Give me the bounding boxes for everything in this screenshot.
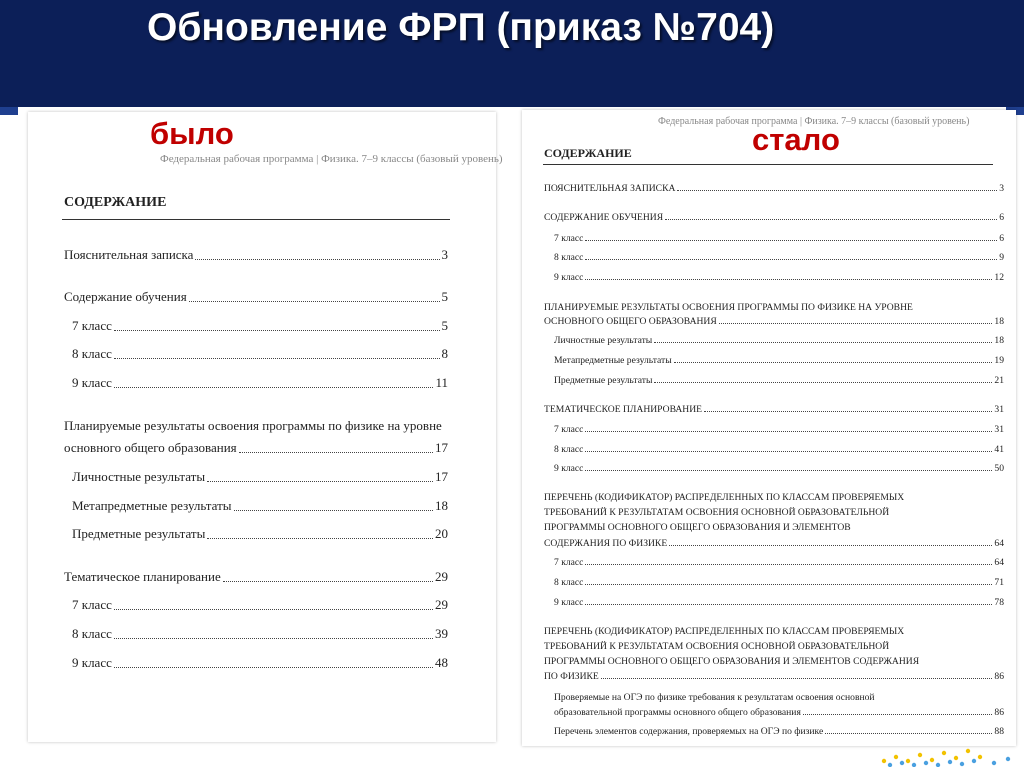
toc-entry: СОДЕРЖАНИЕ ОБУЧЕНИЯ 6 [544,212,1004,223]
toc-entry: 9 класс 11 [72,375,448,390]
toc-entry: Предметные результаты 20 [72,526,448,541]
toc-entry-line: ПРОГРАММЫ ОСНОВНОГО ОБЩЕГО ОБРАЗОВАНИЯ И ЭЛЕМЕНТОВ [544,522,851,533]
old-contents-title: СОДЕРЖАНИЕ [64,195,167,210]
new-contents-title: СОДЕРЖАНИЕ [544,146,632,160]
toc-entry: образовательной программы основного общего образования 86 [554,707,1004,718]
toc-entry: 7 класс 5 [72,318,448,333]
toc-entry: Пояснительная записка 3 [64,247,448,262]
toc-entry: 9 класс 50 [554,463,1004,474]
toc-entry: Личностные результаты 18 [554,335,1004,346]
old-title-rule [62,219,450,220]
toc-entry-line: Планируемые результаты освоения программы по физике на уровне [64,418,442,433]
toc-entry: 7 класс 6 [554,233,1004,244]
toc-entry-line: ПЕРЕЧЕНЬ (КОДИФИКАТОР) РАСПРЕДЕЛЕННЫХ ПО КЛАССАМ ПРОВЕРЯЕМЫХ [544,492,905,503]
toc-entry: ПО ФИЗИКЕ 86 [544,671,1004,682]
toc-entry: Метапредметные результаты 19 [554,355,1004,366]
toc-entry-line: ТРЕБОВАНИЙ К РЕЗУЛЬТАТАМ ОСВОЕНИЯ ОСНОВНОЙ ОБРАЗОВАТЕЛЬНОЙ [544,507,890,518]
corner-decoration-icon [844,727,1024,767]
title-banner [0,0,1024,107]
toc-entry: Перечень элементов содержания, проверяемых на ОГЭ по физике 88 [554,726,1004,737]
toc-entry: 8 класс 41 [554,444,1004,455]
toc-entry: 9 класс 12 [554,272,1004,283]
toc-entry: Метапредметные результаты 18 [72,498,448,513]
toc-entry: 7 класс 64 [554,557,1004,568]
toc-entry: 8 класс 71 [554,577,1004,588]
toc-entry-line: ПЛАНИРУЕМЫЕ РЕЗУЛЬТАТЫ ОСВОЕНИЯ ПРОГРАММЫ ПО ФИЗИКЕ НА УРОВНЕ [544,302,913,313]
toc-entry: 8 класс 9 [554,252,1004,263]
toc-entry: ОСНОВНОГО ОБЩЕГО ОБРАЗОВАНИЯ 18 [544,316,1004,327]
toc-entry: 8 класс 8 [72,346,448,361]
toc-entry: Предметные результаты 21 [554,375,1004,386]
new-running-head: Федеральная рабочая программа | Физика. 7–9 классы (базовый уровень) [658,116,970,127]
toc-entry-line: ТРЕБОВАНИЙ К РЕЗУЛЬТАТАМ ОСВОЕНИЯ ОСНОВНОЙ ОБРАЗОВАТЕЛЬНОЙ [544,641,890,652]
toc-entry: 8 класс 39 [72,626,448,641]
toc-entry: основного общего образования 17 [64,440,448,455]
toc-entry-line: Проверяемые на ОГЭ по физике требования к результатам освоения основной [554,692,875,703]
toc-entry-line: ПРОГРАММЫ ОСНОВНОГО ОБЩЕГО ОБРАЗОВАНИЯ И ЭЛЕМЕНТОВ СОДЕРЖАНИЯ [544,656,920,667]
toc-entry: 7 класс 31 [554,424,1004,435]
toc-entry: Личностные результаты 17 [72,469,448,484]
toc-entry: 7 класс 29 [72,597,448,612]
old-running-head: Федеральная рабочая программа | Физика. 7–9 классы (базовый уровень) [160,153,503,165]
slide-title: Обновление ФРП (приказ №704) [147,6,775,49]
toc-entry: ТЕМАТИЧЕСКОЕ ПЛАНИРОВАНИЕ 31 [544,404,1004,415]
label-became: стало [752,122,840,157]
toc-entry: СОДЕРЖАНИЯ ПО ФИЗИКЕ 64 [544,538,1004,549]
toc-entry: ПОЯСНИТЕЛЬНАЯ ЗАПИСКА 3 [544,183,1004,194]
new-title-rule [543,164,993,165]
toc-entry-line: ПЕРЕЧЕНЬ (КОДИФИКАТОР) РАСПРЕДЕЛЕННЫХ ПО КЛАССАМ ПРОВЕРЯЕМЫХ [544,626,905,637]
label-was: было [150,116,234,151]
toc-entry: 9 класс 48 [72,655,448,670]
left-accent-strip [0,107,18,115]
toc-entry: 9 класс 78 [554,597,1004,608]
toc-entry: Содержание обучения 5 [64,289,448,304]
toc-entry: Тематическое планирование 29 [64,569,448,584]
